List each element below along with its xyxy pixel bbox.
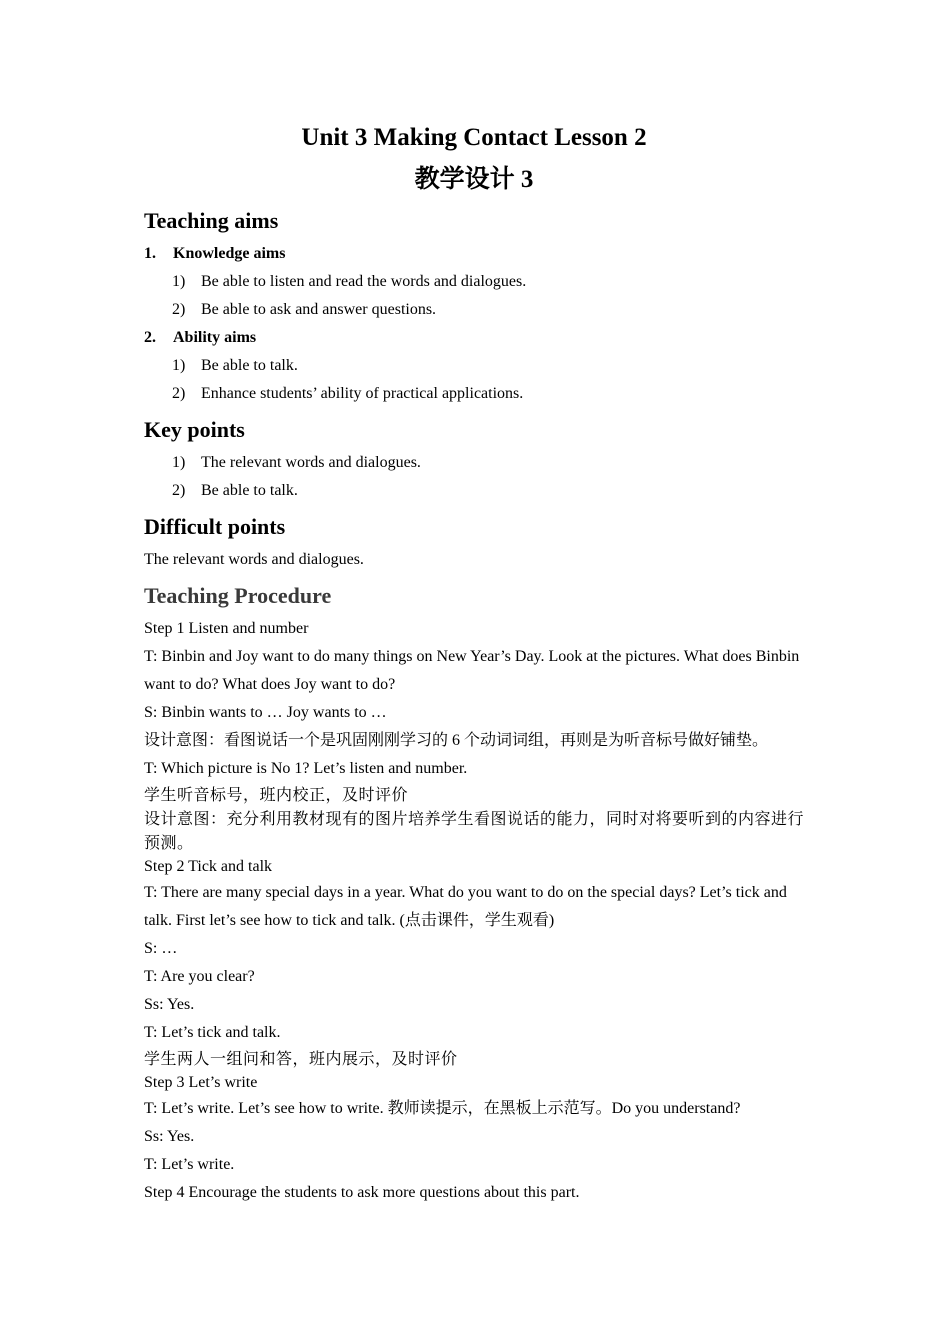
procedure-line: Ss: Yes. [144,996,195,1013]
procedure-line: Step 2 Tick and talk [144,858,273,875]
procedure-line: T: Are you clear? [144,968,255,985]
list-item: 2) Be able to talk. [172,482,298,499]
list-item: 1) Be able to talk. [172,357,298,374]
procedure-line: Ss: Yes. [144,1128,195,1145]
procedure-line: T: Let’s write. Let’s see how to write. 教师读提示，在黑板上示范写。Do you understand? [144,1100,741,1117]
procedure-line: Step 3 Let’s write [144,1074,258,1091]
procedure-line: Step 4 Encourage the students to ask more questions about this part. [144,1184,580,1201]
procedure-line: 设计意图：充分利用教材现有的图片培养学生看图说话的能力，同时对将要听到的内容进行预测。 [144,809,805,852]
section-ability-aims: 2. Ability aims [144,329,257,346]
teaching-aims-heading: Teaching aims [144,208,279,233]
procedure-line: 学生两人一组问和答，班内展示，及时评价 [144,1049,458,1068]
procedure-line: Step 1 Listen and number [144,620,309,637]
list-item: 1) Be able to listen and read the words and dialogues. [172,273,527,290]
teaching-procedure-heading: Teaching Procedure [144,583,332,608]
key-points-heading: Key points [144,417,245,442]
document-page [144,120,804,1207]
procedure-line: T: There are many special days in a year. What do you want to do on the special days? Let’s tick and talk. First let’s see how to tick and talk. (点击课件，学生观看) [144,884,787,929]
procedure-line: T: Which picture is No 1? Let’s listen and number. [144,760,468,777]
procedure-line: S: Binbin wants to … Joy wants to … [144,704,387,721]
difficult-points-text: The relevant words and dialogues. [144,551,364,568]
procedure-line: T: Let’s write. [144,1156,235,1173]
procedure-line: T: Binbin and Joy want to do many things on New Year’s Day. Look at the pictures. What does Binbin want to do? What does Joy want to do? [144,648,800,693]
document-subtitle: 教学设计 3 [414,166,534,193]
section-knowledge-aims: 1. Knowledge aims [144,245,286,262]
list-item: 1) The relevant words and dialogues. [172,454,421,471]
list-item: 2) Enhance students’ ability of practical applications. [172,385,524,402]
procedure-line: S: … [144,940,178,957]
document-title: Unit 3 Making Contact Lesson 2 [301,124,647,151]
list-item: 2) Be able to ask and answer questions. [172,301,437,318]
procedure-line: T: Let’s tick and talk. [144,1024,281,1041]
procedure-line: 学生听音标号，班内校正，及时评价 [144,785,409,804]
difficult-points-heading: Difficult points [144,514,286,539]
procedure-line: 设计意图：看图说话一个是巩固刚刚学习的 6 个动词词组，再则是为听音标号做好铺垫。 [144,732,769,749]
